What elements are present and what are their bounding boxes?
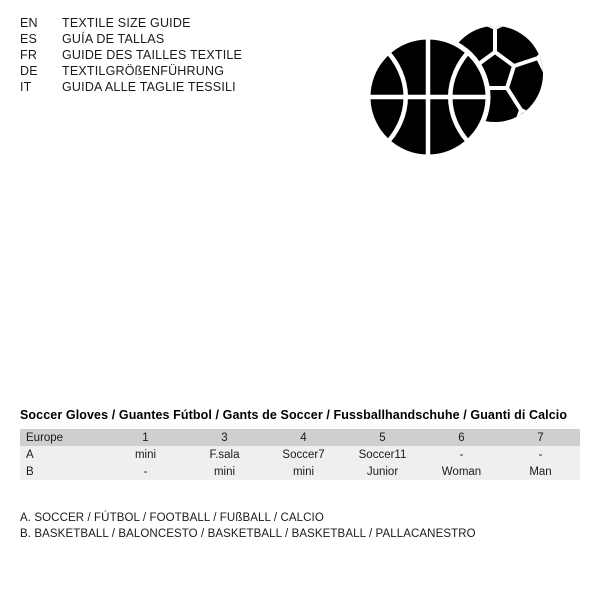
footnote-b: B. BASKETBALL / BALONCESTO / BASKETBALL / BASKETBALL / PALLACANESTRO bbox=[20, 528, 476, 540]
size-table bbox=[20, 429, 580, 480]
table-cell: - bbox=[106, 463, 185, 480]
language-row bbox=[20, 48, 242, 64]
size-chart-block bbox=[20, 408, 580, 480]
language-label: GUIDE DES TAILLES TEXTILE bbox=[62, 48, 243, 62]
language-row bbox=[20, 16, 242, 32]
table-cell: F.sala bbox=[185, 446, 264, 463]
table-cell: - bbox=[501, 446, 580, 463]
language-label: GUIDA ALLE TAGLIE TESSILI bbox=[62, 80, 236, 94]
table-header-cell: 3 bbox=[185, 429, 264, 446]
table-header-cell: 7 bbox=[501, 429, 580, 446]
table-cell: Junior bbox=[343, 463, 422, 480]
language-code: DE bbox=[20, 64, 38, 78]
table-cell: mini bbox=[185, 463, 264, 480]
language-title-list bbox=[20, 16, 242, 96]
table-cell: Soccer7 bbox=[264, 446, 343, 463]
language-code: EN bbox=[20, 16, 38, 30]
language-row bbox=[20, 80, 242, 96]
language-row bbox=[20, 32, 242, 48]
table-cell: - bbox=[422, 446, 501, 463]
table-cell: mini bbox=[264, 463, 343, 480]
table-row bbox=[20, 463, 580, 480]
language-code: ES bbox=[20, 32, 38, 46]
table-cell: Soccer11 bbox=[343, 446, 422, 463]
table-header-cell: 4 bbox=[264, 429, 343, 446]
table-header-row bbox=[20, 429, 580, 446]
language-code: IT bbox=[20, 80, 32, 94]
language-code: FR bbox=[20, 48, 38, 62]
table-header-cell: Europe bbox=[20, 429, 106, 446]
table-cell: mini bbox=[106, 446, 185, 463]
size-chart-title: Soccer Gloves / Guantes Fútbol / Gants de Soccer / Fussballhandschuhe / Guanti di Calcio bbox=[20, 408, 568, 422]
balls-illustration-svg bbox=[358, 22, 558, 167]
footnote-a: A. SOCCER / FÚTBOL / FOOTBALL / FUßBALL / CALCIO bbox=[20, 512, 324, 524]
language-label: GUÍA DE TALLAS bbox=[62, 32, 165, 46]
language-row bbox=[20, 64, 242, 80]
table-header-cell: 1 bbox=[106, 429, 185, 446]
table-cell: Man bbox=[501, 463, 580, 480]
language-label: TEXTILGRÖßENFÜHRUNG bbox=[62, 64, 225, 78]
table-row bbox=[20, 446, 580, 463]
row-label: A bbox=[20, 446, 106, 463]
language-label: TEXTILE SIZE GUIDE bbox=[62, 16, 191, 30]
balls-illustration bbox=[358, 22, 558, 167]
basketball-icon bbox=[367, 36, 489, 158]
table-cell: Woman bbox=[422, 463, 501, 480]
table-header-cell: 5 bbox=[343, 429, 422, 446]
table-header-cell: 6 bbox=[422, 429, 501, 446]
row-label: B bbox=[20, 463, 106, 480]
footnotes bbox=[20, 510, 580, 542]
